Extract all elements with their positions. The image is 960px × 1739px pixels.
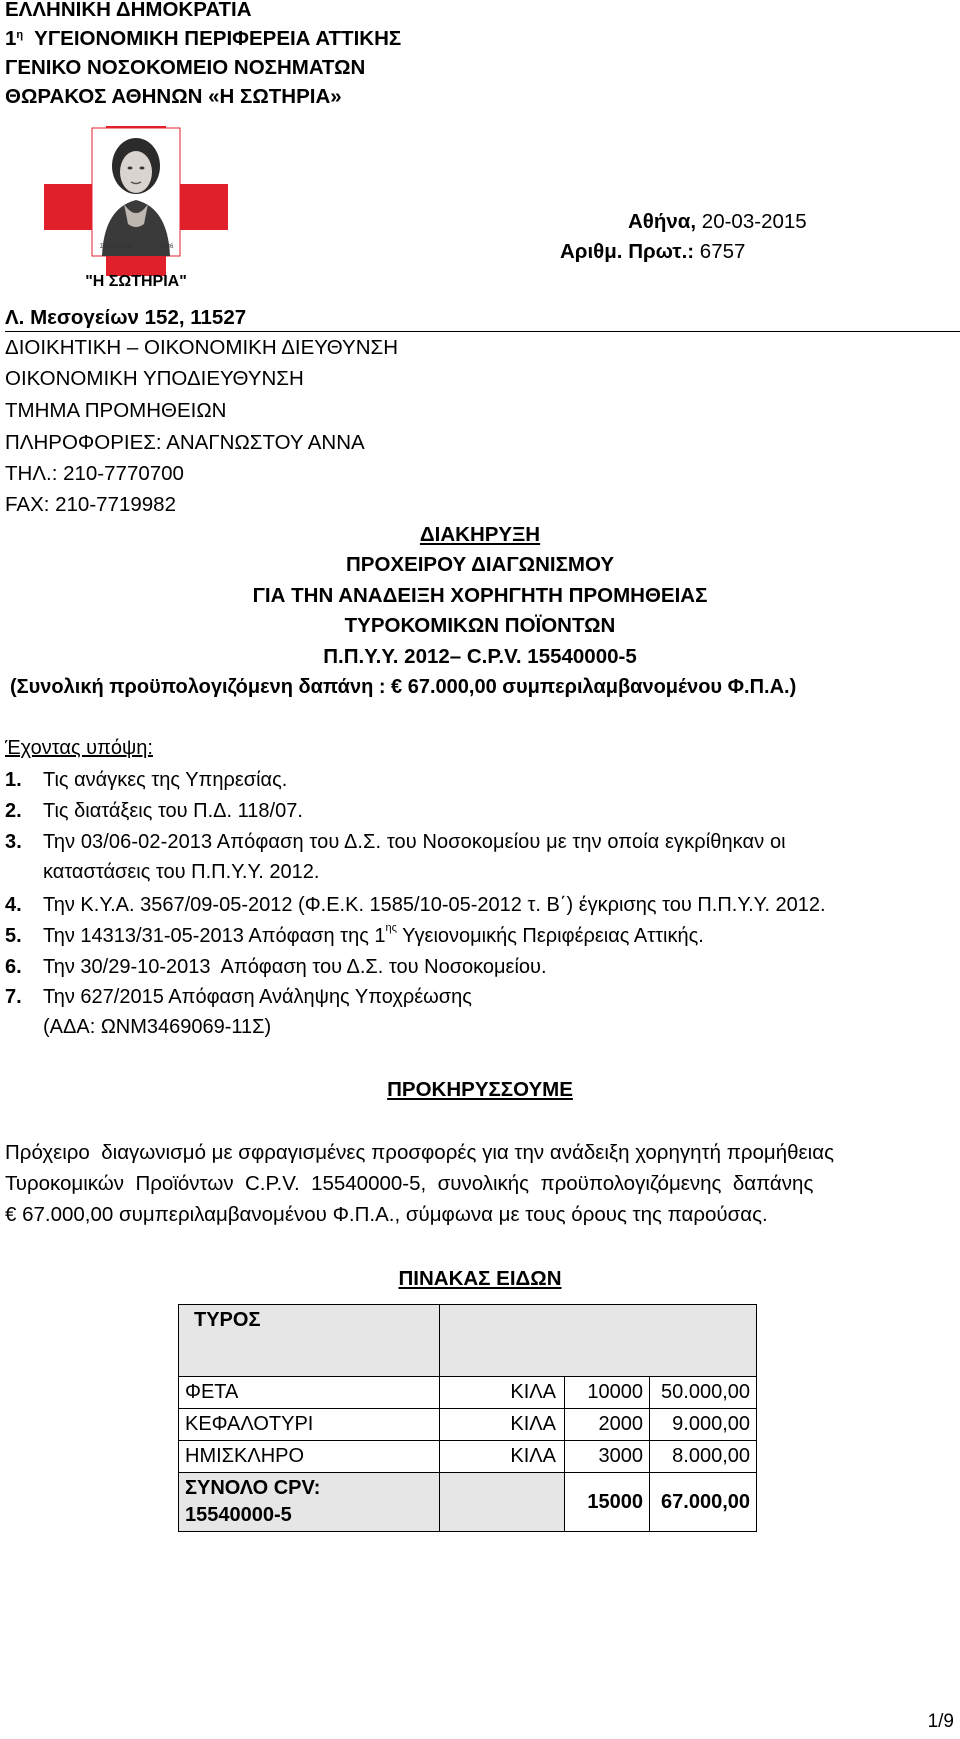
considering-heading: Έχοντας υπόψη: <box>5 737 153 759</box>
table-row <box>179 1409 757 1441</box>
list-item-number: 4. <box>5 894 22 916</box>
address-tel: ΤΗΛ.: 210-7770700 <box>5 462 184 485</box>
header-region-rest: ΥΓΕΙΟΝΟΜΙΚΗ ΠΕΡΙΦΕΡΕΙΑ ΑΤΤΙΚΗΣ <box>23 27 402 50</box>
table-cell-name: ΚΕΦΑΛΟΤΥΡΙ <box>179 1409 440 1441</box>
proclaim-paragraph-line-3: € 67.000,00 συμπεριλαμβανομένου Φ.Π.Α., σύμφωνα με τους όρους της παρούσας. <box>5 1203 768 1226</box>
date-city-label: Αθήνα, <box>628 210 697 233</box>
protocol-number: 6757 <box>694 240 746 263</box>
logo-signature: Σ. ΣΑΡΙΚΑΝ <box>100 244 133 250</box>
table-group-label: ΤΥΡΟΣ <box>194 1309 261 1331</box>
list-item-text: Την 627/2015 Απόφαση Ανάληψης Υποχρέωσης <box>43 986 472 1008</box>
list-item <box>5 922 704 948</box>
items-table <box>178 1304 757 1532</box>
title-line-5: (Συνολική προϋπολογιζόμενη δαπάνη : € 67.000,00 συμπεριλαμβανομένου Φ.Π.Α.) <box>10 676 797 698</box>
list-item-text: Την 30/29-10-2013 Απόφαση του Δ.Σ. του Νοσοκομείου. <box>43 956 547 978</box>
list-item <box>5 956 547 979</box>
table-cell-qty: 10000 <box>565 1377 650 1409</box>
total-label-line-1: ΣΥΝΟΛΟ CPV: <box>185 1477 321 1499</box>
date-line <box>628 210 807 234</box>
table-total-qty: 15000 <box>565 1473 650 1532</box>
table-cell-cost: 8.000,00 <box>650 1441 757 1473</box>
table-cell-name: ΗΜΙΣΚΛΗΡΟ <box>179 1441 440 1473</box>
address-fax: FAX: 210-7719982 <box>5 493 176 516</box>
table-cell-unit: ΚΙΛΑ <box>440 1409 565 1441</box>
table-total-label <box>179 1473 440 1532</box>
list-item <box>5 894 826 917</box>
items-table-heading: ΠΙΝΑΚΑΣ ΕΙΔΩΝ <box>398 1267 562 1290</box>
proclaim-paragraph-line-2: Τυροκομικών Προϊόντων C.P.V. 15540000-5, συνολικής προϋπολογιζόμενης δαπάνης <box>5 1172 814 1195</box>
proclaim-paragraph-line-1: Πρόχειρο διαγωνισμό με σφραγισμένες προσφορές για την ανάδειξη χορηγητή προμήθειας <box>5 1141 834 1164</box>
title-line-1: ΠΡΟΧΕΙΡΟΥ ΔΙΑΓΩΝΙΣΜΟΥ <box>345 553 615 576</box>
list-item-text: Την 14313/31-05-2013 Απόφαση της 1 <box>43 925 386 947</box>
list-item-text: Τις ανάγκες της Υπηρεσίας. <box>43 769 288 791</box>
header-line-4: ΘΩΡΑΚΟΣ ΑΘΗΝΩΝ «Η ΣΩΤΗΡΙΑ» <box>5 85 342 108</box>
list-item-number: 6. <box>5 956 22 978</box>
table-row <box>179 1441 757 1473</box>
list-item-number: 5. <box>5 925 22 947</box>
protocol-line <box>560 240 745 264</box>
title-line-2: ΓΙΑ ΤΗΝ ΑΝΑΔΕΙΞΗ ΧΟΡΗΓΗΤΗ ΠΡΟΜΗΘΕΙΑΣ <box>252 584 708 607</box>
address-line-1: ΔΙΟΙΚΗΤΙΚΗ – ΟΙΚΟΝΟΜΙΚΗ ΔΙΕΥΘΥΝΣΗ <box>5 336 399 359</box>
total-label-line-2: 15540000-5 <box>185 1504 292 1526</box>
list-item-text: Την Κ.Υ.Α. 3567/09-05-2012 (Φ.Ε.Κ. 1585/10-05-2012 τ. Β΄) έγκρισης του Π.Π.Υ.Υ. 2012. <box>43 894 826 916</box>
table-cell-name: ΦΕΤΑ <box>179 1377 440 1409</box>
address-line-3: ΤΜΗΜΑ ΠΡΟΜΗΘΕΙΩΝ <box>5 399 227 422</box>
list-item-text: Τις διατάξεις του Π.Δ. 118/07. <box>43 800 303 822</box>
table-total-unit <box>440 1473 565 1532</box>
address-line-4: ΠΛΗΡΟΦΟΡΙΕΣ: ΑΝΑΓΝΩΣΤΟΥ ΑΝΝΑ <box>5 431 365 454</box>
document-heading: ΔΙΑΚΗΡΥΞΗ <box>419 523 541 546</box>
list-item-text: Υγειονομικής Περιφέρειας Αττικής. <box>396 925 704 947</box>
table-cell-unit: ΚΙΛΑ <box>440 1441 565 1473</box>
header-region-sup: η <box>16 29 24 41</box>
list-item-continuation: (ΑΔΑ: ΩΝΜ3469069-11Σ) <box>43 1016 272 1038</box>
header-line-1: ΕΛΛΗΝΙΚΗ ΔΗΜΟΚΡΑΤΙΑ <box>5 0 252 21</box>
header-region-num: 1 <box>5 27 17 50</box>
list-item-number: 2. <box>5 800 22 822</box>
list-item <box>5 800 303 823</box>
table-cell-unit: ΚΙΛΑ <box>440 1377 565 1409</box>
protocol-label: Αριθμ. Πρωτ.: <box>560 240 695 263</box>
table-cell-cost: 9.000,00 <box>650 1409 757 1441</box>
logo-year: 1936 <box>160 244 174 250</box>
header-divider <box>5 331 960 332</box>
list-item-text: Την 03/06-02-2013 Απόφαση του Δ.Σ. του Νοσοκομείου με την οποία εγκρίθηκαν οι <box>43 831 786 853</box>
address-line-2: ΟΙΚΟΝΟΜΙΚΗ ΥΠΟΔΙΕΥΘΥΝΣΗ <box>5 367 304 390</box>
list-item-number: 3. <box>5 831 22 853</box>
table-group-cell <box>194 1305 757 1377</box>
logo-caption: "Η ΣΩΤΗΡΙΑ" <box>85 273 187 290</box>
list-item-continuation: καταστάσεις του Π.Π.Υ.Υ. 2012. <box>43 861 320 883</box>
title-line-3: ΤΥΡΟΚΟΜΙΚΩΝ ΠΟΪΟΝΤΩΝ <box>344 614 616 637</box>
date-value: 20-03-2015 <box>696 210 807 233</box>
header-line-2 <box>5 24 401 53</box>
list-item <box>5 831 786 854</box>
address-street: Λ. Μεσογείων 152, 11527 <box>5 306 247 329</box>
proclaim-heading: ΠΡΟΚΗΡΥΣΣΟΥΜΕ <box>387 1078 573 1101</box>
list-item <box>5 986 472 1009</box>
header-line-3: ΓΕΝΙΚΟ ΝΟΣΟΚΟΜΕΙΟ ΝΟΣΗΜΑΤΩΝ <box>5 56 366 79</box>
table-cell-qty: 3000 <box>565 1441 650 1473</box>
table-cell-cost: 50.000,00 <box>650 1377 757 1409</box>
list-item-sup: ης <box>385 922 397 934</box>
page-number: 1/9 <box>927 1711 954 1732</box>
table-cell-qty: 2000 <box>565 1409 650 1441</box>
list-item-number: 7. <box>5 986 22 1008</box>
table-total-row <box>179 1473 757 1532</box>
list-item <box>5 769 287 792</box>
list-item-number: 1. <box>5 769 22 791</box>
table-row <box>179 1377 757 1409</box>
table-total-cost: 67.000,00 <box>650 1473 757 1532</box>
title-line-4: Π.Π.Υ.Υ. 2012– C.P.V. 15540000-5 <box>323 645 637 668</box>
hospital-logo <box>44 126 228 290</box>
